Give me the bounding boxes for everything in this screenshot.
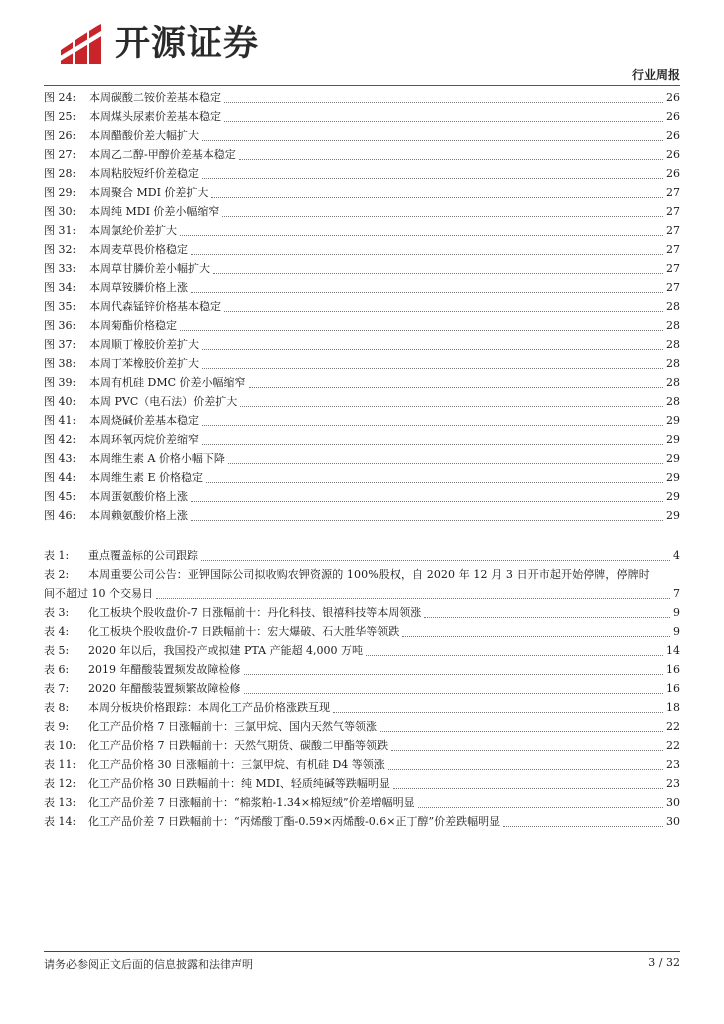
toc-entry-title: 本周醋酸价差大幅扩大 <box>89 129 199 142</box>
toc-entry-page: 4 <box>673 549 680 562</box>
toc-leader-dots <box>201 559 670 561</box>
toc-entry-title: 本周煤头尿素价差基本稳定 <box>89 110 221 123</box>
toc-entry-page: 27 <box>666 186 680 199</box>
toc-entry[interactable] <box>44 221 680 240</box>
toc-entry-title: 本周顺丁橡胶价差扩大 <box>89 338 199 351</box>
toc-entry-number: 图 44: <box>44 471 77 484</box>
toc-entry-number: 图 28: <box>44 167 77 180</box>
toc-leader-dots <box>202 139 663 141</box>
toc-entry-title: 化工产品价格 7 日涨幅前十：三氯甲烷、国内天然气等领涨 <box>88 720 377 733</box>
toc-leader-dots <box>388 768 663 770</box>
toc-entry-page: 23 <box>666 777 680 790</box>
toc-leader-dots <box>191 519 663 521</box>
header-divider <box>44 85 680 86</box>
toc-entry[interactable] <box>44 335 680 354</box>
toc-entry[interactable] <box>44 107 680 126</box>
toc-entry-number: 图 34: <box>44 281 77 294</box>
toc-entry-title: 2020 年以后，我国投产或拟建 PTA 产能超 4,000 万吨 <box>88 644 364 657</box>
toc-leader-dots <box>224 310 663 312</box>
toc-entry-title: 2020 年醋酸装置频繁故障检修 <box>88 682 241 695</box>
toc-entry-page: 26 <box>666 110 680 123</box>
toc-entry-number: 图 29: <box>44 186 77 199</box>
toc-entry[interactable] <box>44 603 680 622</box>
toc-entry-number: 图 46: <box>44 509 77 522</box>
toc-entry-page: 22 <box>666 720 680 733</box>
toc-entry-number: 表 4: <box>44 625 70 638</box>
toc-entry-page: 7 <box>673 587 680 600</box>
page-header <box>0 0 724 90</box>
toc-entry-number: 图 32: <box>44 243 77 256</box>
toc-entry-number: 图 27: <box>44 148 77 161</box>
report-type-label: 行业周报 <box>631 68 680 82</box>
toc-leader-dots <box>224 120 663 122</box>
toc-entry-number: 表 12: <box>44 777 77 790</box>
toc-entry-page: 23 <box>666 758 680 771</box>
toc-entry-table-1[interactable] <box>44 546 680 565</box>
toc-entry-number: 图 24: <box>44 91 77 104</box>
toc-entry[interactable] <box>44 449 680 468</box>
toc-leader-dots <box>202 443 663 445</box>
toc-entry[interactable] <box>44 240 680 259</box>
toc-entry-title-line1: 本周重要公司公告：亚钾国际公司拟收购农钾资源的 100%股权，自 2020 年 12 月 3 日开市起开始停牌，停牌时 <box>88 568 650 581</box>
toc-entry-number: 图 45: <box>44 490 77 503</box>
toc-entry-title: 本周粘胶短纤价差稳定 <box>89 167 199 180</box>
toc-entry-number: 表 8: <box>44 701 70 714</box>
toc-leader-dots <box>402 635 670 637</box>
toc-entry-title: 化工产品价格 30 日跌幅前十：纯 MDI、轻质纯碱等跌幅明显 <box>88 777 390 790</box>
toc-entry-number: 表 5: <box>44 644 70 657</box>
toc-entry-title: 重点覆盖标的公司跟踪 <box>88 549 198 562</box>
toc-leader-dots <box>224 101 663 103</box>
toc-entry-title: 本周草铵膦价格上涨 <box>89 281 188 294</box>
toc-leader-dots <box>333 711 663 713</box>
toc-entry-title: 本周分板块价格跟踪：本周化工产品价格涨跌互现 <box>88 701 330 714</box>
toc-entry-number: 图 40: <box>44 395 77 408</box>
toc-entry-title: 本周麦草畏价格稳定 <box>89 243 188 256</box>
toc-entry[interactable] <box>44 717 680 736</box>
toc-entry-title: 本周环氧丙烷价差缩窄 <box>89 433 199 446</box>
toc-entry-number: 图 39: <box>44 376 77 389</box>
toc-leader-dots <box>202 367 663 369</box>
toc-leader-dots <box>180 329 663 331</box>
toc-entry-title: 本周烧碱价差基本稳定 <box>89 414 199 427</box>
toc-entry[interactable] <box>44 812 680 831</box>
toc-entry[interactable] <box>44 164 680 183</box>
toc-leader-dots <box>244 692 664 694</box>
figure-index-list <box>44 88 680 525</box>
toc-entry-page: 28 <box>666 376 680 389</box>
toc-entry-table-2[interactable] <box>44 565 680 603</box>
toc-entry-page: 14 <box>666 644 680 657</box>
toc-entry-page: 9 <box>673 606 680 619</box>
toc-leader-dots <box>191 291 663 293</box>
toc-entry[interactable] <box>44 622 680 641</box>
toc-entry-title: 化工板块个股收盘价-7 日涨幅前十：丹化科技、银禧科技等本周领涨 <box>88 606 422 619</box>
toc-entry-page: 27 <box>666 281 680 294</box>
toc-leader-dots <box>213 272 663 274</box>
toc-entry-title: 本周蛋氨酸价格上涨 <box>89 490 188 503</box>
toc-entry[interactable] <box>44 487 680 506</box>
toc-entry-number: 表 14: <box>44 815 77 828</box>
toc-entry-title: 化工产品价差 7 日涨幅前十：“棉浆粕-1.34×棉短绒”价差增幅明显 <box>88 796 415 809</box>
toc-entry-title: 本周氯纶价差扩大 <box>89 224 177 237</box>
footer-divider <box>44 951 680 952</box>
toc-entry-page: 28 <box>666 395 680 408</box>
toc-entry-page: 27 <box>666 262 680 275</box>
toc-entry-number: 图 25: <box>44 110 77 123</box>
toc-entry[interactable] <box>44 793 680 812</box>
toc-entry-title: 本周 PVC（电石法）价差扩大 <box>89 395 238 408</box>
toc-entry-page: 30 <box>666 815 680 828</box>
toc-entry-title: 化工产品价格 30 日涨幅前十：三氯甲烷、有机硅 D4 等领涨 <box>88 758 385 771</box>
toc-leader-dots <box>202 177 663 179</box>
toc-entry[interactable] <box>44 774 680 793</box>
table-index-rest <box>44 603 680 831</box>
toc-entry-page: 27 <box>666 243 680 256</box>
toc-entry-page: 26 <box>666 129 680 142</box>
toc-entry-page: 18 <box>666 701 680 714</box>
toc-entry-page: 26 <box>666 167 680 180</box>
toc-entry[interactable] <box>44 126 680 145</box>
toc-leader-dots <box>239 158 663 160</box>
toc-leader-dots <box>503 825 663 827</box>
toc-entry-page: 29 <box>666 414 680 427</box>
toc-entry[interactable] <box>44 202 680 221</box>
toc-entry[interactable] <box>44 660 680 679</box>
toc-entry-number: 表 9: <box>44 720 70 733</box>
toc-leader-dots <box>380 730 663 732</box>
toc-entry[interactable] <box>44 468 680 487</box>
toc-leader-dots <box>206 481 663 483</box>
toc-entry-page: 29 <box>666 452 680 465</box>
toc-entry-page: 27 <box>666 205 680 218</box>
toc-entry-page: 27 <box>666 224 680 237</box>
toc-leader-dots <box>180 234 663 236</box>
toc-entry-title: 本周维生素 E 价格稳定 <box>89 471 204 484</box>
toc-leader-dots <box>156 597 670 599</box>
toc-entry-title: 本周有机硅 DMC 价差小幅缩窄 <box>89 376 246 389</box>
toc-entry-number: 图 38: <box>44 357 77 370</box>
toc-leader-dots <box>424 616 670 618</box>
toc-entry-page: 16 <box>666 663 680 676</box>
toc-entry-title: 本周代森锰锌价格基本稳定 <box>89 300 221 313</box>
toc-entry[interactable] <box>44 373 680 392</box>
toc-entry[interactable] <box>44 278 680 297</box>
toc-entry[interactable] <box>44 679 680 698</box>
toc-entry-number: 表 2: <box>44 568 70 581</box>
toc-entry[interactable] <box>44 183 680 202</box>
toc-entry[interactable] <box>44 755 680 774</box>
toc-entry-page: 28 <box>666 338 680 351</box>
toc-entry-number: 图 43: <box>44 452 77 465</box>
toc-entry-number: 表 7: <box>44 682 70 695</box>
toc-entry[interactable] <box>44 411 680 430</box>
toc-entry-page: 29 <box>666 490 680 503</box>
toc-entry[interactable] <box>44 506 680 525</box>
toc-leader-dots <box>240 405 663 407</box>
toc-entry[interactable] <box>44 259 680 278</box>
toc-entry-page: 26 <box>666 148 680 161</box>
toc-leader-dots <box>249 386 664 388</box>
toc-entry-page: 26 <box>666 91 680 104</box>
brand-logo <box>55 20 259 68</box>
brand-name: 开源证券 <box>115 24 260 64</box>
toc-entry-number: 表 13: <box>44 796 77 809</box>
toc-entry[interactable] <box>44 316 680 335</box>
toc-entry-number: 图 37: <box>44 338 77 351</box>
toc-entry[interactable] <box>44 297 680 316</box>
toc-entry-number: 表 6: <box>44 663 70 676</box>
toc-entry-number: 图 42: <box>44 433 77 446</box>
toc-entry-page: 29 <box>666 433 680 446</box>
toc-entry-number: 表 1: <box>44 549 70 562</box>
toc-leader-dots <box>191 500 663 502</box>
toc-entry[interactable] <box>44 430 680 449</box>
toc-entry-title-line2: 间不超过 10 个交易日 <box>44 587 153 600</box>
toc-entry-title: 本周聚合 MDI 价差扩大 <box>89 186 209 199</box>
toc-entry-title: 本周草甘膦价差小幅扩大 <box>89 262 210 275</box>
toc-entry-title: 化工板块个股收盘价-7 日跌幅前十：宏大爆破、石大胜华等领跌 <box>88 625 400 638</box>
toc-entry-title: 本周碳酸二铵价差基本稳定 <box>89 91 221 104</box>
toc-entry-number: 图 31: <box>44 224 77 237</box>
toc-entry-number: 表 11: <box>44 758 77 771</box>
toc-leader-dots <box>202 424 663 426</box>
toc-entry-page: 16 <box>666 682 680 695</box>
toc-entry-title: 本周维生素 A 价格小幅下降 <box>89 452 225 465</box>
page-number: 3 / 32 <box>648 956 680 969</box>
toc-entry-page: 22 <box>666 739 680 752</box>
toc-leader-dots <box>191 253 663 255</box>
toc-entry-page: 30 <box>666 796 680 809</box>
toc-entry[interactable] <box>44 392 680 411</box>
toc-leader-dots <box>244 673 664 675</box>
toc-entry-number: 图 35: <box>44 300 77 313</box>
footer-disclaimer: 请务必参阅正文后面的信息披露和法律声明 <box>44 958 253 971</box>
toc-leader-dots <box>366 654 663 656</box>
toc-entry[interactable] <box>44 641 680 660</box>
toc-entry-number: 图 26: <box>44 129 77 142</box>
toc-entry-number: 图 33: <box>44 262 77 275</box>
toc-entry-title: 本周赖氨酸价格上涨 <box>89 509 188 522</box>
table-index-list <box>44 546 680 831</box>
toc-entry[interactable] <box>44 145 680 164</box>
toc-leader-dots <box>391 749 663 751</box>
toc-entry-number: 表 3: <box>44 606 70 619</box>
toc-leader-dots <box>418 806 663 808</box>
toc-entry-number: 表 10: <box>44 739 77 752</box>
toc-entry-page: 28 <box>666 300 680 313</box>
toc-entry-title: 本周纯 MDI 价差小幅缩窄 <box>89 205 220 218</box>
toc-entry-page: 9 <box>673 625 680 638</box>
kaiyuan-logo-icon <box>55 20 113 68</box>
toc-entry-number: 图 41: <box>44 414 77 427</box>
toc-entry-title: 本周乙二醇-甲醇价差基本稳定 <box>89 148 236 161</box>
toc-entry[interactable] <box>44 354 680 373</box>
toc-entry-page: 28 <box>666 319 680 332</box>
toc-entry-title: 本周丁苯橡胶价差扩大 <box>89 357 199 370</box>
toc-entry[interactable] <box>44 736 680 755</box>
toc-entry-page: 29 <box>666 471 680 484</box>
toc-entry-page: 29 <box>666 509 680 522</box>
toc-leader-dots <box>211 196 663 198</box>
toc-leader-dots <box>228 462 663 464</box>
toc-entry-number: 图 30: <box>44 205 77 218</box>
toc-leader-dots <box>222 215 663 217</box>
toc-entry-page: 28 <box>666 357 680 370</box>
toc-entry-number: 图 36: <box>44 319 77 332</box>
toc-entry[interactable] <box>44 698 680 717</box>
toc-entry-title: 化工产品价差 7 日跌幅前十：“丙烯酸丁酯-0.59×丙烯酸-0.6×正丁醇”价差跌幅明显 <box>88 815 501 828</box>
toc-entry-title: 本周菊酯价格稳定 <box>89 319 177 332</box>
toc-entry-title: 化工产品价格 7 日跌幅前十：天然气期货、碳酸二甲酯等领跌 <box>88 739 388 752</box>
toc-leader-dots <box>202 348 663 350</box>
toc-entry-title: 2019 年醋酸装置频发故障检修 <box>88 663 241 676</box>
toc-leader-dots <box>393 787 663 789</box>
toc-entry[interactable] <box>44 88 680 107</box>
